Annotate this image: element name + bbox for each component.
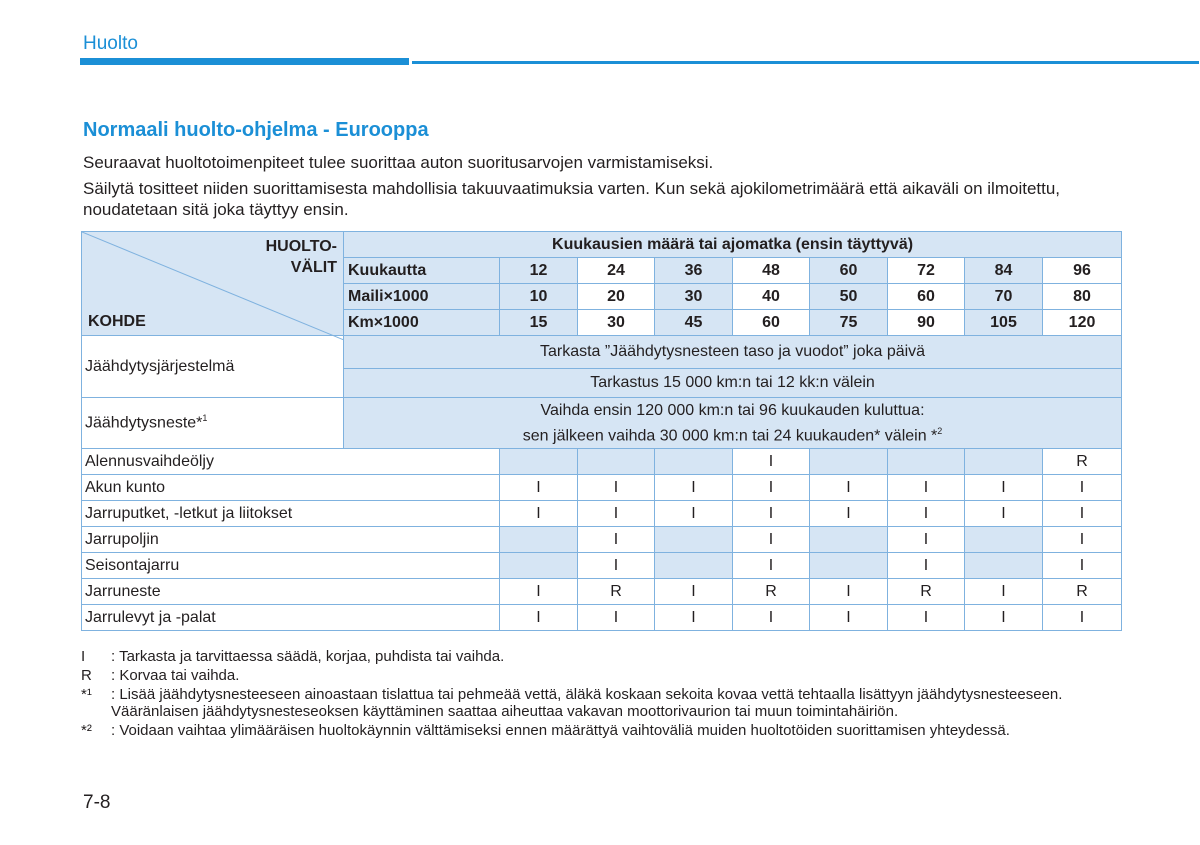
schedule-cell [965, 449, 1043, 475]
item-label: Akun kunto [82, 475, 500, 501]
schedule-cell: I [810, 501, 888, 527]
footnote [81, 686, 1141, 720]
schedule-cell [500, 527, 578, 553]
schedule-cell [655, 553, 733, 579]
table-corner-cell [82, 232, 344, 336]
footnote-marker: I [81, 648, 86, 665]
footnote-marker: *² [81, 722, 92, 739]
schedule-cell: I [733, 501, 810, 527]
schedule-cell [578, 449, 655, 475]
footnote-text: : Lisää jäähdytysnesteeseen ainoastaan tislattua tai pehmeää vettä, äläkä koskaan sekoita kovaa vettä tehtaalla lisättyyn jäähdytysnesteeseen. Vääränlaisen jäähdytysnesteseoksen käyttäminen saattaa aiheuttaa vakavan moottorivaurion tai muun toimintahäiriön. [111, 686, 1063, 720]
interval-header: Kuukausien määrä tai ajomatka (ensin täyttyvä) [344, 232, 1122, 258]
schedule-cell: I [733, 527, 810, 553]
schedule-cell: I [1043, 527, 1122, 553]
interval-value: 72 [888, 258, 965, 284]
schedule-cell: I [655, 475, 733, 501]
schedule-cell: I [888, 527, 965, 553]
schedule-cell [888, 449, 965, 475]
schedule-cell [500, 553, 578, 579]
item-label: Jarrupoljin [82, 527, 500, 553]
schedule-cell: R [578, 579, 655, 605]
item-label: Jarrulevyt ja -palat [82, 605, 500, 631]
schedule-cell: I [888, 553, 965, 579]
item-label: Seisontajarru [82, 553, 500, 579]
schedule-cell: I [578, 475, 655, 501]
item-label: Jarruneste [82, 579, 500, 605]
intro-paragraph-1: Seuraavat huoltotoimenpiteet tulee suorittaa auton suoritusarvojen varmistamiseksi. [83, 153, 714, 172]
interval-value: 10 [500, 284, 578, 310]
coolant-replace-line-2 [344, 421, 1121, 446]
schedule-cell [965, 553, 1043, 579]
item-label [82, 398, 344, 449]
interval-row-label: Kuukautta [344, 258, 500, 284]
schedule-cell: I [965, 501, 1043, 527]
interval-value: 48 [733, 258, 810, 284]
interval-value: 15 [500, 310, 578, 336]
schedule-cell: I [810, 475, 888, 501]
schedule-cell: I [500, 579, 578, 605]
interval-value: 36 [655, 258, 733, 284]
table-row [82, 605, 1122, 631]
footnote-marker: R [81, 667, 92, 684]
schedule-cell: I [965, 579, 1043, 605]
footnote [81, 722, 1141, 739]
schedule-cell: I [810, 579, 888, 605]
header-rule-thin [412, 61, 1199, 64]
table-row [82, 449, 1122, 475]
coolant-inspection-text: Tarkastus 15 000 km:n tai 12 kk:n välein [344, 369, 1122, 398]
schedule-cell: I [1043, 475, 1122, 501]
schedule-cell: I [578, 553, 655, 579]
corner-interval-label: HUOLTO- VÄLIT [265, 238, 337, 276]
intro-paragraph-2: Säilytä tositteet niiden suorittamisesta mahdollisia takuuvaatimuksia varten. Kun sekä ajokilometrimäärä että aikaväli on ilmoitettu, noudatetaan sitä joka täyttyy ensin. [83, 179, 1061, 219]
interval-value: 120 [1043, 310, 1122, 336]
interval-value: 84 [965, 258, 1043, 284]
footnote [81, 667, 1141, 684]
interval-value: 30 [655, 284, 733, 310]
schedule-cell [810, 527, 888, 553]
table-row [82, 475, 1122, 501]
interval-value: 20 [578, 284, 655, 310]
interval-value: 80 [1043, 284, 1122, 310]
interval-value: 12 [500, 258, 578, 284]
footnote-ref: 2 [937, 425, 943, 436]
schedule-cell: I [733, 475, 810, 501]
schedule-cell: I [1043, 501, 1122, 527]
schedule-cell: I [888, 605, 965, 631]
header-rule-thick [80, 58, 409, 65]
schedule-cell: R [888, 579, 965, 605]
schedule-cell: I [888, 501, 965, 527]
section-header: Huolto [83, 33, 138, 54]
schedule-cell: R [1043, 579, 1122, 605]
footnote-text: : Tarkasta ja tarvittaessa säädä, korjaa, puhdista tai vaihda. [111, 648, 505, 665]
interval-value: 24 [578, 258, 655, 284]
schedule-cell: I [500, 501, 578, 527]
schedule-cell [655, 527, 733, 553]
schedule-cell: I [965, 475, 1043, 501]
interval-value: 105 [965, 310, 1043, 336]
interval-value: 90 [888, 310, 965, 336]
item-label: Jäähdytysjärjestelmä [82, 336, 344, 398]
schedule-cell: I [578, 605, 655, 631]
interval-value: 30 [578, 310, 655, 336]
interval-value: 70 [965, 284, 1043, 310]
footnote-ref: 1 [202, 413, 208, 424]
interval-value: 75 [810, 310, 888, 336]
coolant-replace-line-2-text: sen jälkeen vaihda 30 000 km:n tai 24 kuukauden* välein * [522, 427, 938, 445]
schedule-cell: I [655, 579, 733, 605]
schedule-cell: I [500, 605, 578, 631]
schedule-cell: R [733, 579, 810, 605]
schedule-cell: I [1043, 553, 1122, 579]
schedule-cell: I [888, 475, 965, 501]
schedule-cell: I [655, 501, 733, 527]
table-row [82, 527, 1122, 553]
schedule-cell: I [810, 605, 888, 631]
interval-row-label: Maili×1000 [344, 284, 500, 310]
table-row [82, 579, 1122, 605]
maintenance-schedule-table [81, 231, 1122, 631]
footnote-marker: *¹ [81, 686, 92, 703]
schedule-cell: I [733, 605, 810, 631]
schedule-cell: I [733, 553, 810, 579]
footnote-text: : Voidaan vaihtaa ylimääräisen huoltokäynnin välttämiseksi ennen määrättyä vaihtoväliä muiden huoltotöiden suorittamisen yhteydessä. [111, 722, 1010, 739]
coolant-replace-line-1: Vaihda ensin 120 000 km:n tai 96 kuukauden kuluttua: [540, 401, 925, 419]
schedule-cell: R [1043, 449, 1122, 475]
footnote-text: : Korvaa tai vaihda. [111, 667, 240, 684]
schedule-cell: I [500, 475, 578, 501]
footnote [81, 648, 1141, 665]
schedule-cell [810, 449, 888, 475]
interval-value: 40 [733, 284, 810, 310]
interval-value: 96 [1043, 258, 1122, 284]
schedule-cell: I [578, 501, 655, 527]
interval-value: 50 [810, 284, 888, 310]
coolant-check-text: Tarkasta ”Jäähdytysnesteen taso ja vuodot” joka päivä [344, 336, 1122, 369]
table-row [82, 501, 1122, 527]
schedule-cell: I [1043, 605, 1122, 631]
footnotes [81, 648, 1141, 741]
schedule-cell [500, 449, 578, 475]
interval-value: 60 [810, 258, 888, 284]
schedule-cell [965, 527, 1043, 553]
interval-value: 60 [733, 310, 810, 336]
page-number: 7-8 [83, 792, 111, 813]
item-label: Jarruputket, -letkut ja liitokset [82, 501, 500, 527]
schedule-cell: I [578, 527, 655, 553]
corner-item-label: KOHDE [88, 313, 146, 330]
coolant-label: Jäähdytysneste* [85, 414, 203, 432]
page-title: Normaali huolto-ohjelma - Eurooppa [83, 119, 429, 141]
schedule-cell [810, 553, 888, 579]
coolant-row [82, 398, 1122, 449]
coolant-replace-text [344, 398, 1122, 449]
schedule-cell: I [733, 449, 810, 475]
table-row [82, 553, 1122, 579]
schedule-cell [655, 449, 733, 475]
item-label: Alennusvaihdeöljy [82, 449, 500, 475]
interval-row-label: Km×1000 [344, 310, 500, 336]
coolant-system-row [82, 336, 1122, 369]
schedule-cell: I [965, 605, 1043, 631]
interval-value: 60 [888, 284, 965, 310]
schedule-cell: I [655, 605, 733, 631]
interval-value: 45 [655, 310, 733, 336]
